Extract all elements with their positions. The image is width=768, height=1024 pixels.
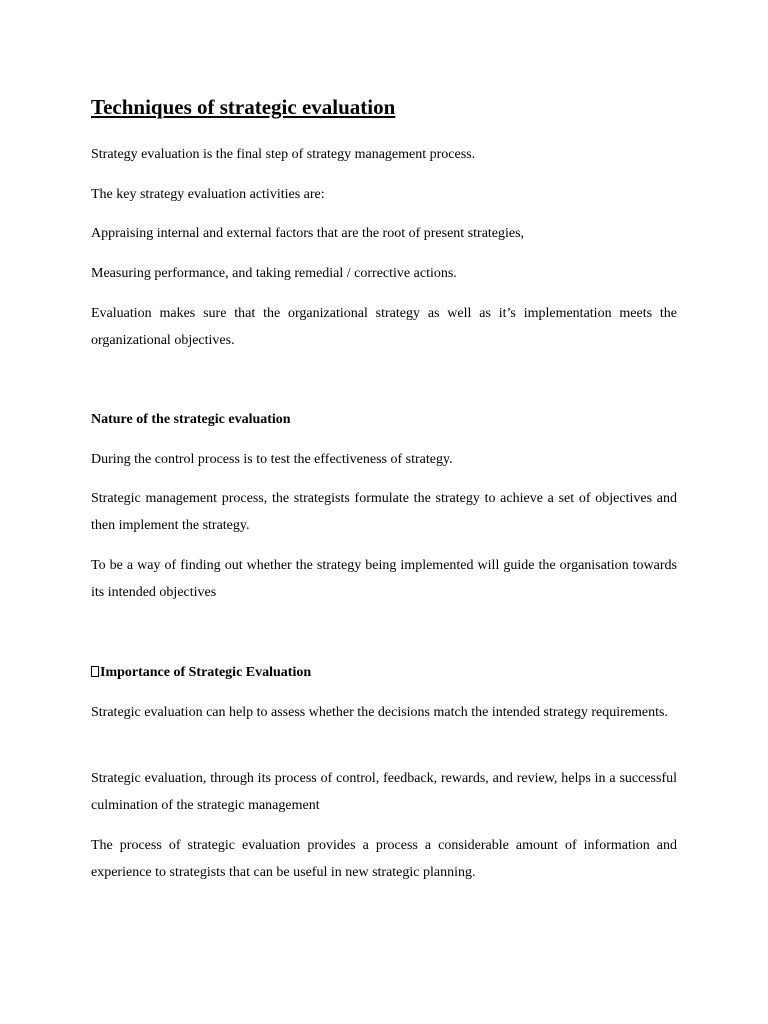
section-heading-importance	[91, 659, 311, 686]
importance-paragraph: Strategic evaluation, through its process of control, feedback, rewards, and review, helps in a successful culmination of the strategic management	[91, 771, 677, 813]
page-title: Techniques of strategic evaluation	[91, 95, 396, 119]
importance-paragraph: The process of strategic evaluation provides a process a considerable amount of information and experience to strategists that can be useful in new strategic planning.	[91, 838, 677, 880]
intro-paragraph: Measuring performance, and taking remedial / corrective actions.	[91, 266, 457, 281]
importance-paragraph: Strategic evaluation can help to assess whether the decisions match the intended strategy requirements.	[91, 705, 668, 720]
missing-glyph-icon	[91, 666, 99, 677]
section-heading-importance-text: Importance of Strategic Evaluation	[100, 665, 312, 680]
intro-paragraph: The key strategy evaluation activities are:	[91, 187, 325, 202]
section-heading-nature: Nature of the strategic evaluation	[91, 412, 291, 427]
intro-paragraph: Appraising internal and external factors that are the root of present strategies,	[91, 226, 525, 241]
intro-paragraph: Evaluation makes sure that the organizational strategy as well as it’s implementation meets the organizational objectives.	[91, 306, 677, 348]
intro-paragraph: Strategy evaluation is the final step of strategy management process.	[91, 147, 476, 162]
nature-paragraph: During the control process is to test the effectiveness of strategy.	[91, 452, 453, 467]
nature-paragraph: To be a way of finding out whether the strategy being implemented will guide the organisation towards its intended objectives	[91, 558, 677, 600]
nature-paragraph: Strategic management process, the strategists formulate the strategy to achieve a set of objectives and then implement the strategy.	[91, 491, 677, 533]
